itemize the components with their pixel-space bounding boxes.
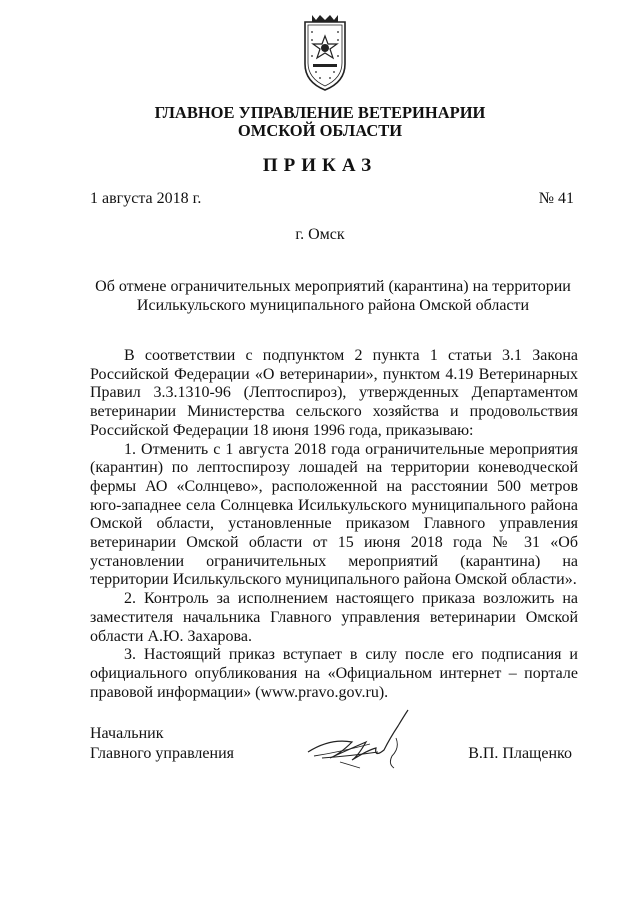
position-line1: Начальник <box>90 725 164 742</box>
signatory-position <box>90 724 234 764</box>
signatory-name: В.П. Плащенко <box>468 745 572 762</box>
omsk-coat-of-arms-icon <box>302 12 348 92</box>
order-item-1: 1. Отменить с 1 августа 2018 года ограничительные мероприятия (карантин) по лептоспирозу лошадей на территории коневодческой фермы АО «Солнцево», расположенной на расстоянии 500 метров юго-западнее села Солнцевка Исилькульского муниципального района Омской области, установленные приказом Главного управления ветеринарии Омской области от 15 июня 2018 года № 31 «Об установлении ограничительных мероприятий (карантина) на территории Исилькульского муниципального района Омской области». <box>90 440 578 589</box>
document-number: № 41 <box>538 190 574 207</box>
document-subject: Об отмене ограничительных мероприятий (карантина) на территории Исилькульского муниципального района Омской области <box>95 278 571 314</box>
document-city: г. Омск <box>295 226 345 243</box>
order-item-3: 3. Настоящий приказ вступает в силу после его подписания и официального опубликования на «Официальном интернет – портале правовой информации» (www.pravo.gov.ru). <box>90 646 578 701</box>
organization-name-line2: ОМСКОЙ ОБЛАСТИ <box>237 121 403 140</box>
document-date: 1 августа 2018 г. <box>90 190 202 207</box>
preamble-paragraph: В соответствии с подпунктом 2 пункта 1 статьи 3.1 Закона Российской Федерации «О ветеринарии», пунктом 4.19 Ветеринарных Правил 3.3.1310-96 (Лептоспироз), утвержденных Департаментом ветеринарии Министерства сельского хозяйства и продовольствия Российской Федерации 18 июня 1996 года, приказываю: <box>90 347 578 439</box>
document-type-title: ПРИКАЗ <box>262 155 378 176</box>
order-item-2: 2. Контроль за исполнением настоящего приказа возложить на заместителя начальника Главного управления ветеринарии Омской области А.Ю. Захарова. <box>90 590 578 645</box>
organization-name-line1: ГЛАВНОЕ УПРАВЛЕНИЕ ВЕТЕРИНАРИИ <box>154 103 486 122</box>
position-line2: Главного управления <box>90 745 234 762</box>
document-body <box>90 347 578 702</box>
handwritten-signature <box>300 708 420 774</box>
